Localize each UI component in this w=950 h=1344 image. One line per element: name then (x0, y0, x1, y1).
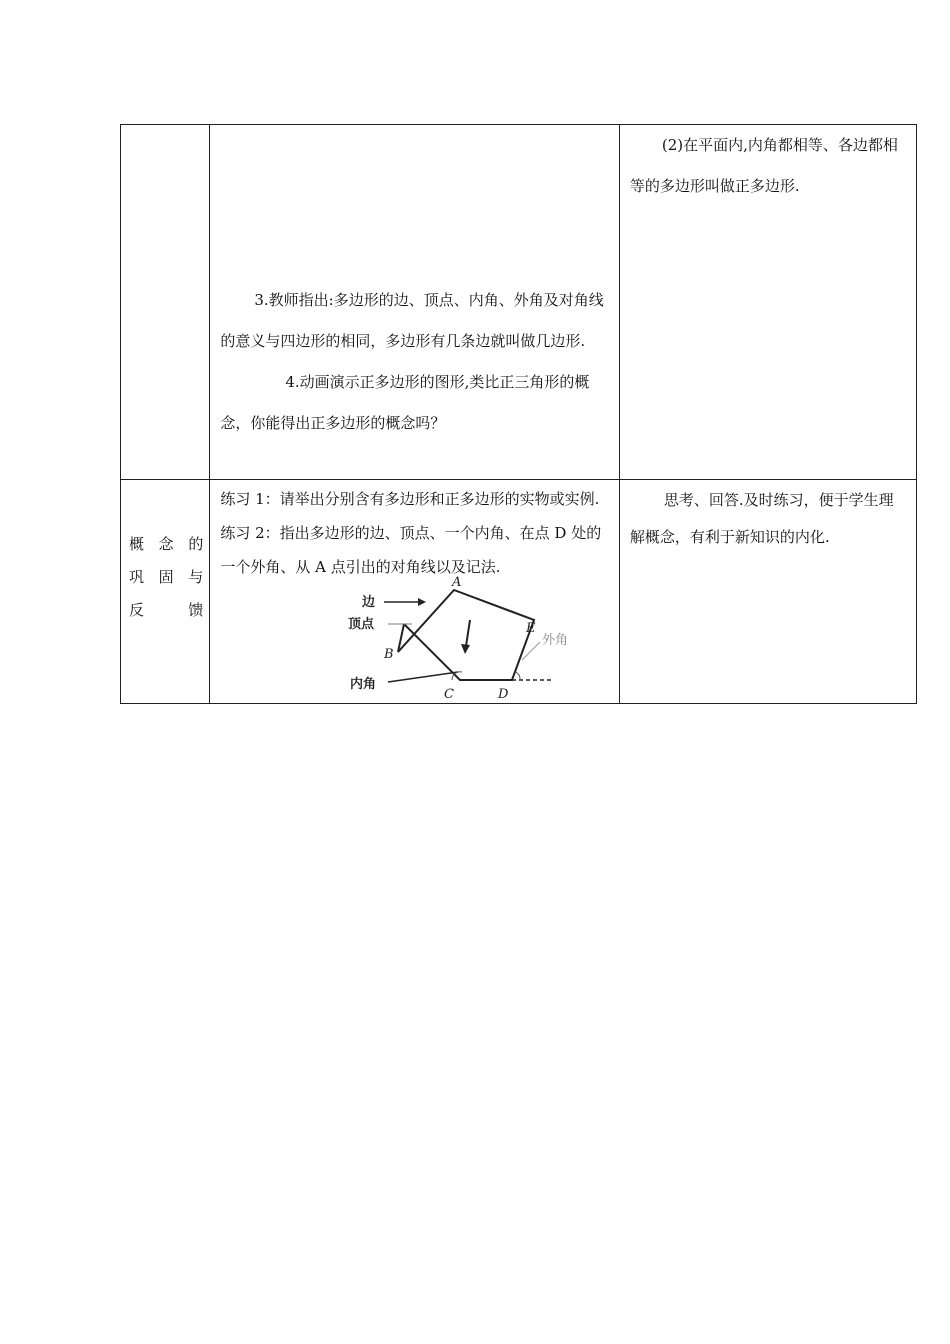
stage-label-cell (121, 480, 210, 704)
lesson-plan-table (120, 124, 917, 704)
polygon-figure (348, 575, 570, 704)
side-pointer-arrowhead (418, 598, 426, 606)
interior-angle-annotation: 内角 (350, 677, 377, 692)
interior-pointer-line (388, 672, 458, 682)
vertex-label-b: B (384, 647, 394, 662)
stage-cell-empty (121, 125, 210, 480)
stage-label-line-1: 概 念 的 (129, 535, 204, 553)
vertex-annotation: 顶点 (348, 617, 375, 632)
teacher-point-3: 3.教师指出:多边形的边、顶点、内角、外角及对角线的意义与四边形的相同，多边形有几条边就叫做几边形. (220, 291, 604, 350)
student-activity-cell (619, 125, 916, 480)
exercise-cell (210, 480, 620, 704)
exercise-2: 练习 2：指出多边形的边、顶点、一个内角、在点 D 处的一个外角、从 A 点引出的对角线以及记法. (220, 524, 602, 576)
table-row (121, 480, 917, 704)
teacher-activity-cell (210, 125, 620, 480)
purpose-cell (619, 480, 916, 704)
exterior-angle-annotation: 外角 (542, 633, 569, 648)
side-annotation: 边 (362, 595, 376, 610)
stage-label-line-2: 巩 固 与 (129, 568, 204, 586)
vertex-label-e: E (526, 621, 536, 636)
regular-polygon-definition: (2)在平面内,内角都相等、各边都相等的多边形叫做正多边形. (629, 136, 898, 195)
table-row (121, 125, 917, 480)
exterior-angle-arc (516, 672, 520, 680)
vertex-label-d: D (498, 687, 509, 702)
vertex-label-c: C (444, 687, 455, 702)
vertex-label-a: A (452, 575, 462, 590)
exercise-1: 练习 1：请举出分别含有多边形和正多边形的实物或实例. (220, 490, 600, 508)
inside-arrowhead (461, 644, 470, 654)
teacher-point-4: 4.动画演示正多边形的图形,类比正三角形的概念，你能得出正多边形的概念吗？ (220, 373, 590, 432)
stage-label-line-3: 反 馈 (129, 601, 204, 619)
inside-arrow-line (466, 620, 470, 646)
activity-purpose: 思考、回答.及时练习，便于学生理解概念，有利于新知识的内化. (629, 491, 894, 546)
